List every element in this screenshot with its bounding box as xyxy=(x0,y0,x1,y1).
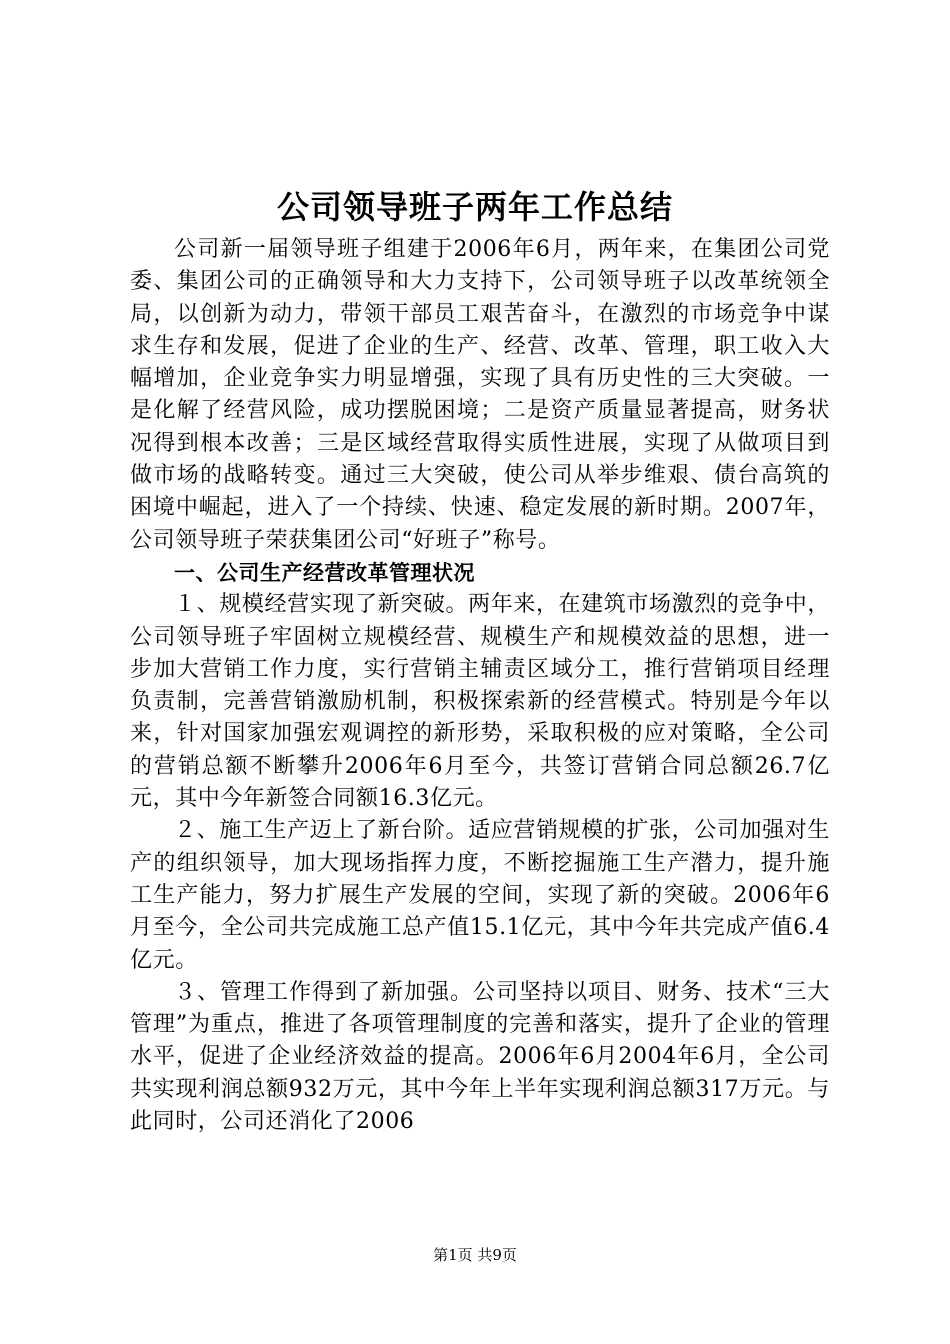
page-number-footer: 第1页 共9页 xyxy=(433,1246,517,1264)
item-paragraph-1: １、规模经营实现了新突破。两年来，在建筑市场激烈的竞争中，公司领导班子牢固树立规模经营、规模生产和规模效益的思想，进一步加大营销工作力度，实行营销主辅责区域分工，推行营销项目经理负责制，完善营销激励机制，积极探索新的经营模式。特别是今年以来，针对国家加强宏观调控的新形势，采取积极的应对策略，全公司的营销总额不断攀升2006年6月至今，共签订营销合同总额26.7亿元，其中今年新签合同额16.3亿元。 xyxy=(130,592,830,812)
document-title: 公司领导班子两年工作总结 xyxy=(276,188,673,226)
intro-paragraph: 公司新一届领导班子组建于2006年6月，两年来，在集团公司党委、集团公司的正确领导和大力支持下，公司领导班子以改革统领全局，以创新为动力，带领干部员工艰苦奋斗，在激烈的市场竞争中谋求生存和发展，促进了企业的生产、经营、改革、管理，职工收入大幅增加，企业竞争实力明显增强，实现了具有历史性的三大突破。一是化解了经营风险，成功摆脱困境；二是资产质量显著提高，财务状况得到根本改善；三是区域经营取得实质性进展，实现了从做项目到做市场的战略转变。通过三大突破，使公司从举步维艰、债台高筑的困境中崛起，进入了一个持续、快速、稳定发展的新时期。2007年，公司领导班子荣获集团公司“好班子”称号。 xyxy=(130,237,830,553)
item-paragraph-3: ３、管理工作得到了新加强。公司坚持以项目、财务、技术“三大管理”为重点，推进了各项管理制度的完善和落实，提升了企业的管理水平，促进了企业经济效益的提高。2006年6月2004年6月，全公司共实现利润总额932万元，其中今年上半年实现利润总额317万元。与此同时，公司还消化了2006 xyxy=(130,979,830,1135)
item-paragraph-2: ２、施工生产迈上了新台阶。适应营销规模的扩张，公司加强对生产的组织领导，加大现场指挥力度，不断挖掘施工生产潜力，提升施工生产能力，努力扩展生产发展的空间，实现了新的突破。2006年6月至今，全公司共完成施工总产值15.1亿元，其中今年共完成产值6.4亿元。 xyxy=(130,818,830,973)
document-body xyxy=(130,234,830,1138)
section-heading: 一、公司生产经营改革管理状况 xyxy=(174,560,475,585)
